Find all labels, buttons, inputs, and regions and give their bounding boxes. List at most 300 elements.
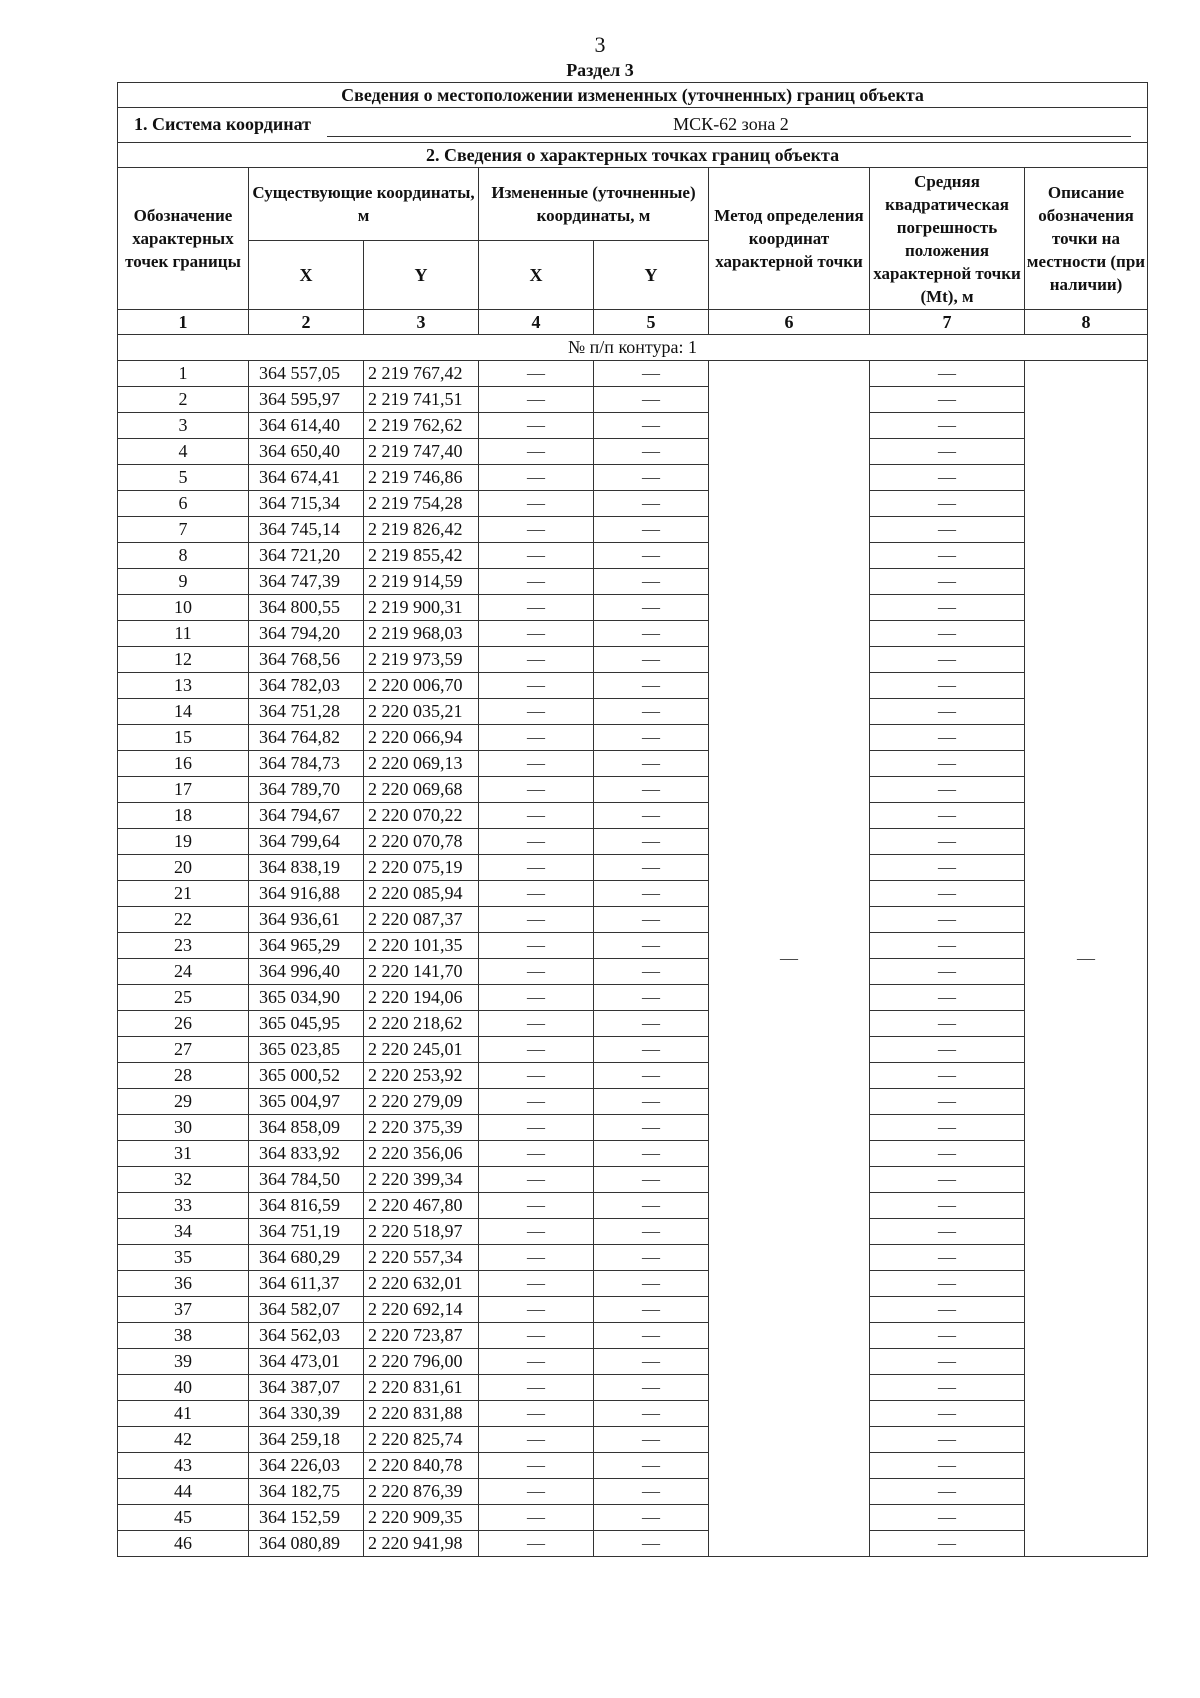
error-cell: —	[870, 1427, 1025, 1453]
changed-y: —	[594, 439, 709, 465]
existing-y: 2 219 741,51	[364, 387, 479, 413]
point-number: 46	[118, 1531, 249, 1557]
error-cell: —	[870, 1063, 1025, 1089]
table-row	[118, 1193, 1148, 1219]
point-number: 20	[118, 855, 249, 881]
table-row	[118, 1011, 1148, 1037]
changed-y: —	[594, 595, 709, 621]
changed-x: —	[479, 1037, 594, 1063]
table-row	[118, 829, 1148, 855]
existing-x: 364 330,39	[249, 1401, 364, 1427]
table-row	[118, 517, 1148, 543]
table-row	[118, 1245, 1148, 1271]
changed-x: —	[479, 1219, 594, 1245]
error-cell: —	[870, 881, 1025, 907]
existing-y: 2 220 831,88	[364, 1401, 479, 1427]
table-row	[118, 595, 1148, 621]
existing-y: 2 219 968,03	[364, 621, 479, 647]
changed-y: —	[594, 1323, 709, 1349]
existing-y: 2 220 279,09	[364, 1089, 479, 1115]
error-cell: —	[870, 647, 1025, 673]
existing-y: 2 219 754,28	[364, 491, 479, 517]
boundary-points-table	[117, 82, 1148, 1557]
document-title: Сведения о местоположении измененных (уточненных) границ объекта	[118, 83, 1148, 108]
table-row	[118, 959, 1148, 985]
existing-y: 2 220 876,39	[364, 1479, 479, 1505]
existing-y: 2 220 006,70	[364, 673, 479, 699]
changed-x: —	[479, 1505, 594, 1531]
error-cell: —	[870, 725, 1025, 751]
changed-x: —	[479, 1011, 594, 1037]
existing-y: 2 220 375,39	[364, 1115, 479, 1141]
table-row	[118, 647, 1148, 673]
error-cell: —	[870, 829, 1025, 855]
changed-y: —	[594, 1089, 709, 1115]
existing-x: 364 562,03	[249, 1323, 364, 1349]
existing-x: 364 650,40	[249, 439, 364, 465]
existing-y: 2 220 070,78	[364, 829, 479, 855]
existing-x: 364 996,40	[249, 959, 364, 985]
table-row	[118, 1037, 1148, 1063]
error-cell: —	[870, 699, 1025, 725]
changed-x: —	[479, 413, 594, 439]
point-number: 5	[118, 465, 249, 491]
existing-y: 2 220 557,34	[364, 1245, 479, 1271]
changed-y: —	[594, 1193, 709, 1219]
existing-y: 2 219 973,59	[364, 647, 479, 673]
error-cell: —	[870, 1037, 1025, 1063]
changed-y: —	[594, 907, 709, 933]
point-number: 28	[118, 1063, 249, 1089]
error-cell: —	[870, 1219, 1025, 1245]
changed-x: —	[479, 777, 594, 803]
existing-x: 364 259,18	[249, 1427, 364, 1453]
table-row	[118, 1531, 1148, 1557]
table-row	[118, 1505, 1148, 1531]
changed-x: —	[479, 751, 594, 777]
existing-x: 364 751,28	[249, 699, 364, 725]
error-cell: —	[870, 1531, 1025, 1557]
existing-y: 2 219 900,31	[364, 595, 479, 621]
changed-y: —	[594, 751, 709, 777]
existing-y: 2 220 518,97	[364, 1219, 479, 1245]
changed-y: —	[594, 855, 709, 881]
error-cell: —	[870, 1453, 1025, 1479]
existing-x: 364 965,29	[249, 933, 364, 959]
error-cell: —	[870, 595, 1025, 621]
point-number: 25	[118, 985, 249, 1011]
table-row	[118, 1453, 1148, 1479]
changed-x: —	[479, 1375, 594, 1401]
error-cell: —	[870, 465, 1025, 491]
existing-x: 364 745,14	[249, 517, 364, 543]
table-row	[118, 491, 1148, 517]
point-number: 21	[118, 881, 249, 907]
error-cell: —	[870, 1115, 1025, 1141]
existing-x: 365 004,97	[249, 1089, 364, 1115]
error-cell: —	[870, 517, 1025, 543]
point-number: 15	[118, 725, 249, 751]
header-x-existing: X	[249, 241, 364, 310]
error-cell: —	[870, 1089, 1025, 1115]
changed-x: —	[479, 881, 594, 907]
point-number: 36	[118, 1271, 249, 1297]
table-row	[118, 387, 1148, 413]
point-number: 7	[118, 517, 249, 543]
existing-y: 2 220 069,13	[364, 751, 479, 777]
existing-x: 364 916,88	[249, 881, 364, 907]
changed-x: —	[479, 517, 594, 543]
error-cell: —	[870, 361, 1025, 387]
changed-x: —	[479, 361, 594, 387]
table-row	[118, 933, 1148, 959]
error-cell: —	[870, 777, 1025, 803]
point-number: 30	[118, 1115, 249, 1141]
error-cell: —	[870, 855, 1025, 881]
existing-x: 364 152,59	[249, 1505, 364, 1531]
changed-x: —	[479, 1141, 594, 1167]
changed-x: —	[479, 1193, 594, 1219]
existing-y: 2 219 746,86	[364, 465, 479, 491]
existing-y: 2 219 914,59	[364, 569, 479, 595]
changed-x: —	[479, 803, 594, 829]
changed-y: —	[594, 1141, 709, 1167]
point-number: 4	[118, 439, 249, 465]
existing-x: 364 784,73	[249, 751, 364, 777]
changed-y: —	[594, 361, 709, 387]
error-cell: —	[870, 1193, 1025, 1219]
changed-x: —	[479, 595, 594, 621]
changed-x: —	[479, 1531, 594, 1557]
error-cell: —	[870, 803, 1025, 829]
table-row	[118, 413, 1148, 439]
table-row	[118, 1063, 1148, 1089]
changed-y: —	[594, 1427, 709, 1453]
changed-x: —	[479, 829, 594, 855]
point-number: 14	[118, 699, 249, 725]
table-row	[118, 465, 1148, 491]
changed-y: —	[594, 543, 709, 569]
existing-x: 364 800,55	[249, 595, 364, 621]
existing-x: 364 080,89	[249, 1531, 364, 1557]
changed-x: —	[479, 1297, 594, 1323]
error-cell: —	[870, 1297, 1025, 1323]
table-row	[118, 1089, 1148, 1115]
point-number: 35	[118, 1245, 249, 1271]
error-cell: —	[870, 1479, 1025, 1505]
existing-y: 2 219 762,62	[364, 413, 479, 439]
existing-x: 364 838,19	[249, 855, 364, 881]
existing-y: 2 220 825,74	[364, 1427, 479, 1453]
points-title: 2. Сведения о характерных точках границ объекта	[118, 143, 1148, 168]
header-description: Описание обозначения точки на местности (при наличии)	[1025, 168, 1148, 310]
existing-x: 364 680,29	[249, 1245, 364, 1271]
point-number: 44	[118, 1479, 249, 1505]
header-x-changed: X	[479, 241, 594, 310]
changed-x: —	[479, 1115, 594, 1141]
existing-x: 364 582,07	[249, 1297, 364, 1323]
changed-x: —	[479, 1323, 594, 1349]
header-method: Метод определения координат характерной точки	[709, 168, 870, 310]
point-number: 32	[118, 1167, 249, 1193]
changed-x: —	[479, 543, 594, 569]
changed-y: —	[594, 1063, 709, 1089]
point-number: 37	[118, 1297, 249, 1323]
error-cell: —	[870, 751, 1025, 777]
changed-y: —	[594, 1245, 709, 1271]
existing-x: 364 473,01	[249, 1349, 364, 1375]
changed-y: —	[594, 413, 709, 439]
changed-x: —	[479, 1271, 594, 1297]
table-row	[118, 1479, 1148, 1505]
method-cell: —	[709, 361, 870, 1557]
changed-y: —	[594, 1037, 709, 1063]
error-cell: —	[870, 1349, 1025, 1375]
point-number: 31	[118, 1141, 249, 1167]
column-number: 1	[118, 310, 249, 335]
table-row	[118, 621, 1148, 647]
column-number: 4	[479, 310, 594, 335]
point-number: 40	[118, 1375, 249, 1401]
error-cell: —	[870, 543, 1025, 569]
existing-x: 364 715,34	[249, 491, 364, 517]
existing-x: 364 833,92	[249, 1141, 364, 1167]
point-number: 18	[118, 803, 249, 829]
existing-x: 364 816,59	[249, 1193, 364, 1219]
coord-system-row	[118, 108, 1148, 143]
point-number: 10	[118, 595, 249, 621]
existing-y: 2 220 087,37	[364, 907, 479, 933]
error-cell: —	[870, 569, 1025, 595]
point-number: 38	[118, 1323, 249, 1349]
error-cell: —	[870, 621, 1025, 647]
changed-y: —	[594, 959, 709, 985]
changed-y: —	[594, 829, 709, 855]
changed-y: —	[594, 621, 709, 647]
changed-y: —	[594, 465, 709, 491]
column-number: 5	[594, 310, 709, 335]
existing-y: 2 220 066,94	[364, 725, 479, 751]
point-number: 16	[118, 751, 249, 777]
existing-y: 2 220 399,34	[364, 1167, 479, 1193]
point-number: 26	[118, 1011, 249, 1037]
existing-x: 364 794,67	[249, 803, 364, 829]
error-cell: —	[870, 1011, 1025, 1037]
changed-y: —	[594, 1271, 709, 1297]
existing-x: 364 182,75	[249, 1479, 364, 1505]
point-number: 17	[118, 777, 249, 803]
changed-x: —	[479, 1479, 594, 1505]
changed-x: —	[479, 1427, 594, 1453]
page-number: 3	[594, 32, 606, 57]
table-row	[118, 439, 1148, 465]
changed-x: —	[479, 439, 594, 465]
point-number: 23	[118, 933, 249, 959]
coord-system-label: 1. Система координат	[134, 114, 311, 134]
changed-x: —	[479, 855, 594, 881]
error-cell: —	[870, 1245, 1025, 1271]
changed-y: —	[594, 777, 709, 803]
existing-y: 2 220 909,35	[364, 1505, 479, 1531]
table-row	[118, 907, 1148, 933]
header-y-existing: Y	[364, 241, 479, 310]
table-row	[118, 699, 1148, 725]
point-number: 19	[118, 829, 249, 855]
point-number: 11	[118, 621, 249, 647]
point-number: 1	[118, 361, 249, 387]
existing-y: 2 220 723,87	[364, 1323, 479, 1349]
table-row	[118, 1141, 1148, 1167]
existing-y: 2 220 840,78	[364, 1453, 479, 1479]
changed-x: —	[479, 1167, 594, 1193]
changed-y: —	[594, 933, 709, 959]
header-changed-coords: Измененные (уточненные) координаты, м	[479, 168, 709, 241]
changed-y: —	[594, 985, 709, 1011]
table-row	[118, 751, 1148, 777]
point-number: 8	[118, 543, 249, 569]
description-cell: —	[1025, 361, 1148, 1557]
changed-y: —	[594, 725, 709, 751]
error-cell: —	[870, 1271, 1025, 1297]
point-number: 3	[118, 413, 249, 439]
existing-y: 2 219 826,42	[364, 517, 479, 543]
changed-y: —	[594, 1167, 709, 1193]
existing-x: 364 751,19	[249, 1219, 364, 1245]
table-row	[118, 1297, 1148, 1323]
changed-x: —	[479, 1245, 594, 1271]
existing-x: 364 858,09	[249, 1115, 364, 1141]
existing-y: 2 220 831,61	[364, 1375, 479, 1401]
changed-y: —	[594, 387, 709, 413]
existing-x: 364 936,61	[249, 907, 364, 933]
changed-x: —	[479, 569, 594, 595]
error-cell: —	[870, 439, 1025, 465]
column-number: 7	[870, 310, 1025, 335]
changed-y: —	[594, 1219, 709, 1245]
changed-y: —	[594, 699, 709, 725]
changed-y: —	[594, 1453, 709, 1479]
existing-x: 364 764,82	[249, 725, 364, 751]
table-row	[118, 803, 1148, 829]
table-row	[118, 1427, 1148, 1453]
table-row	[118, 985, 1148, 1011]
table-row	[118, 1167, 1148, 1193]
point-number: 29	[118, 1089, 249, 1115]
changed-x: —	[479, 621, 594, 647]
error-cell: —	[870, 1167, 1025, 1193]
existing-x: 365 045,95	[249, 1011, 364, 1037]
changed-y: —	[594, 517, 709, 543]
existing-x: 364 595,97	[249, 387, 364, 413]
existing-y: 2 220 941,98	[364, 1531, 479, 1557]
existing-x: 364 789,70	[249, 777, 364, 803]
changed-y: —	[594, 881, 709, 907]
changed-y: —	[594, 647, 709, 673]
error-cell: —	[870, 1401, 1025, 1427]
existing-y: 2 220 075,19	[364, 855, 479, 881]
changed-x: —	[479, 647, 594, 673]
changed-x: —	[479, 959, 594, 985]
existing-x: 365 034,90	[249, 985, 364, 1011]
changed-y: —	[594, 673, 709, 699]
table-row	[118, 777, 1148, 803]
changed-y: —	[594, 1115, 709, 1141]
table-row	[118, 725, 1148, 751]
error-cell: —	[870, 1375, 1025, 1401]
error-cell: —	[870, 907, 1025, 933]
changed-y: —	[594, 803, 709, 829]
existing-y: 2 220 356,06	[364, 1141, 479, 1167]
existing-x: 364 614,40	[249, 413, 364, 439]
point-number: 43	[118, 1453, 249, 1479]
existing-y: 2 220 253,92	[364, 1063, 479, 1089]
table-row	[118, 1115, 1148, 1141]
existing-y: 2 219 767,42	[364, 361, 479, 387]
changed-x: —	[479, 985, 594, 1011]
section-title: Раздел 3	[566, 60, 634, 80]
point-number: 27	[118, 1037, 249, 1063]
existing-x: 364 721,20	[249, 543, 364, 569]
changed-x: —	[479, 465, 594, 491]
table-row	[118, 569, 1148, 595]
changed-x: —	[479, 1453, 594, 1479]
point-number: 45	[118, 1505, 249, 1531]
point-number: 12	[118, 647, 249, 673]
changed-x: —	[479, 1089, 594, 1115]
point-number: 6	[118, 491, 249, 517]
changed-x: —	[479, 1063, 594, 1089]
changed-x: —	[479, 491, 594, 517]
existing-x: 364 768,56	[249, 647, 364, 673]
existing-y: 2 220 632,01	[364, 1271, 479, 1297]
table-row	[118, 1323, 1148, 1349]
table-row	[118, 543, 1148, 569]
existing-x: 364 784,50	[249, 1167, 364, 1193]
existing-x: 364 782,03	[249, 673, 364, 699]
changed-x: —	[479, 673, 594, 699]
existing-y: 2 220 194,06	[364, 985, 479, 1011]
existing-y: 2 220 070,22	[364, 803, 479, 829]
changed-y: —	[594, 491, 709, 517]
changed-y: —	[594, 1375, 709, 1401]
existing-x: 364 674,41	[249, 465, 364, 491]
column-number: 3	[364, 310, 479, 335]
existing-y: 2 220 218,62	[364, 1011, 479, 1037]
error-cell: —	[870, 985, 1025, 1011]
error-cell: —	[870, 1505, 1025, 1531]
column-number: 6	[709, 310, 870, 335]
changed-y: —	[594, 1505, 709, 1531]
point-number: 13	[118, 673, 249, 699]
changed-y: —	[594, 1401, 709, 1427]
table-row	[118, 1271, 1148, 1297]
table-row	[118, 1375, 1148, 1401]
existing-y: 2 220 141,70	[364, 959, 479, 985]
changed-x: —	[479, 725, 594, 751]
table-row	[118, 855, 1148, 881]
coord-system-value: МСК-62 зона 2	[327, 113, 1131, 137]
changed-x: —	[479, 387, 594, 413]
error-cell: —	[870, 387, 1025, 413]
point-number: 2	[118, 387, 249, 413]
changed-x: —	[479, 933, 594, 959]
table-row	[118, 1401, 1148, 1427]
existing-x: 364 747,39	[249, 569, 364, 595]
column-number: 2	[249, 310, 364, 335]
existing-x: 364 611,37	[249, 1271, 364, 1297]
changed-y: —	[594, 569, 709, 595]
header-y-changed: Y	[594, 241, 709, 310]
